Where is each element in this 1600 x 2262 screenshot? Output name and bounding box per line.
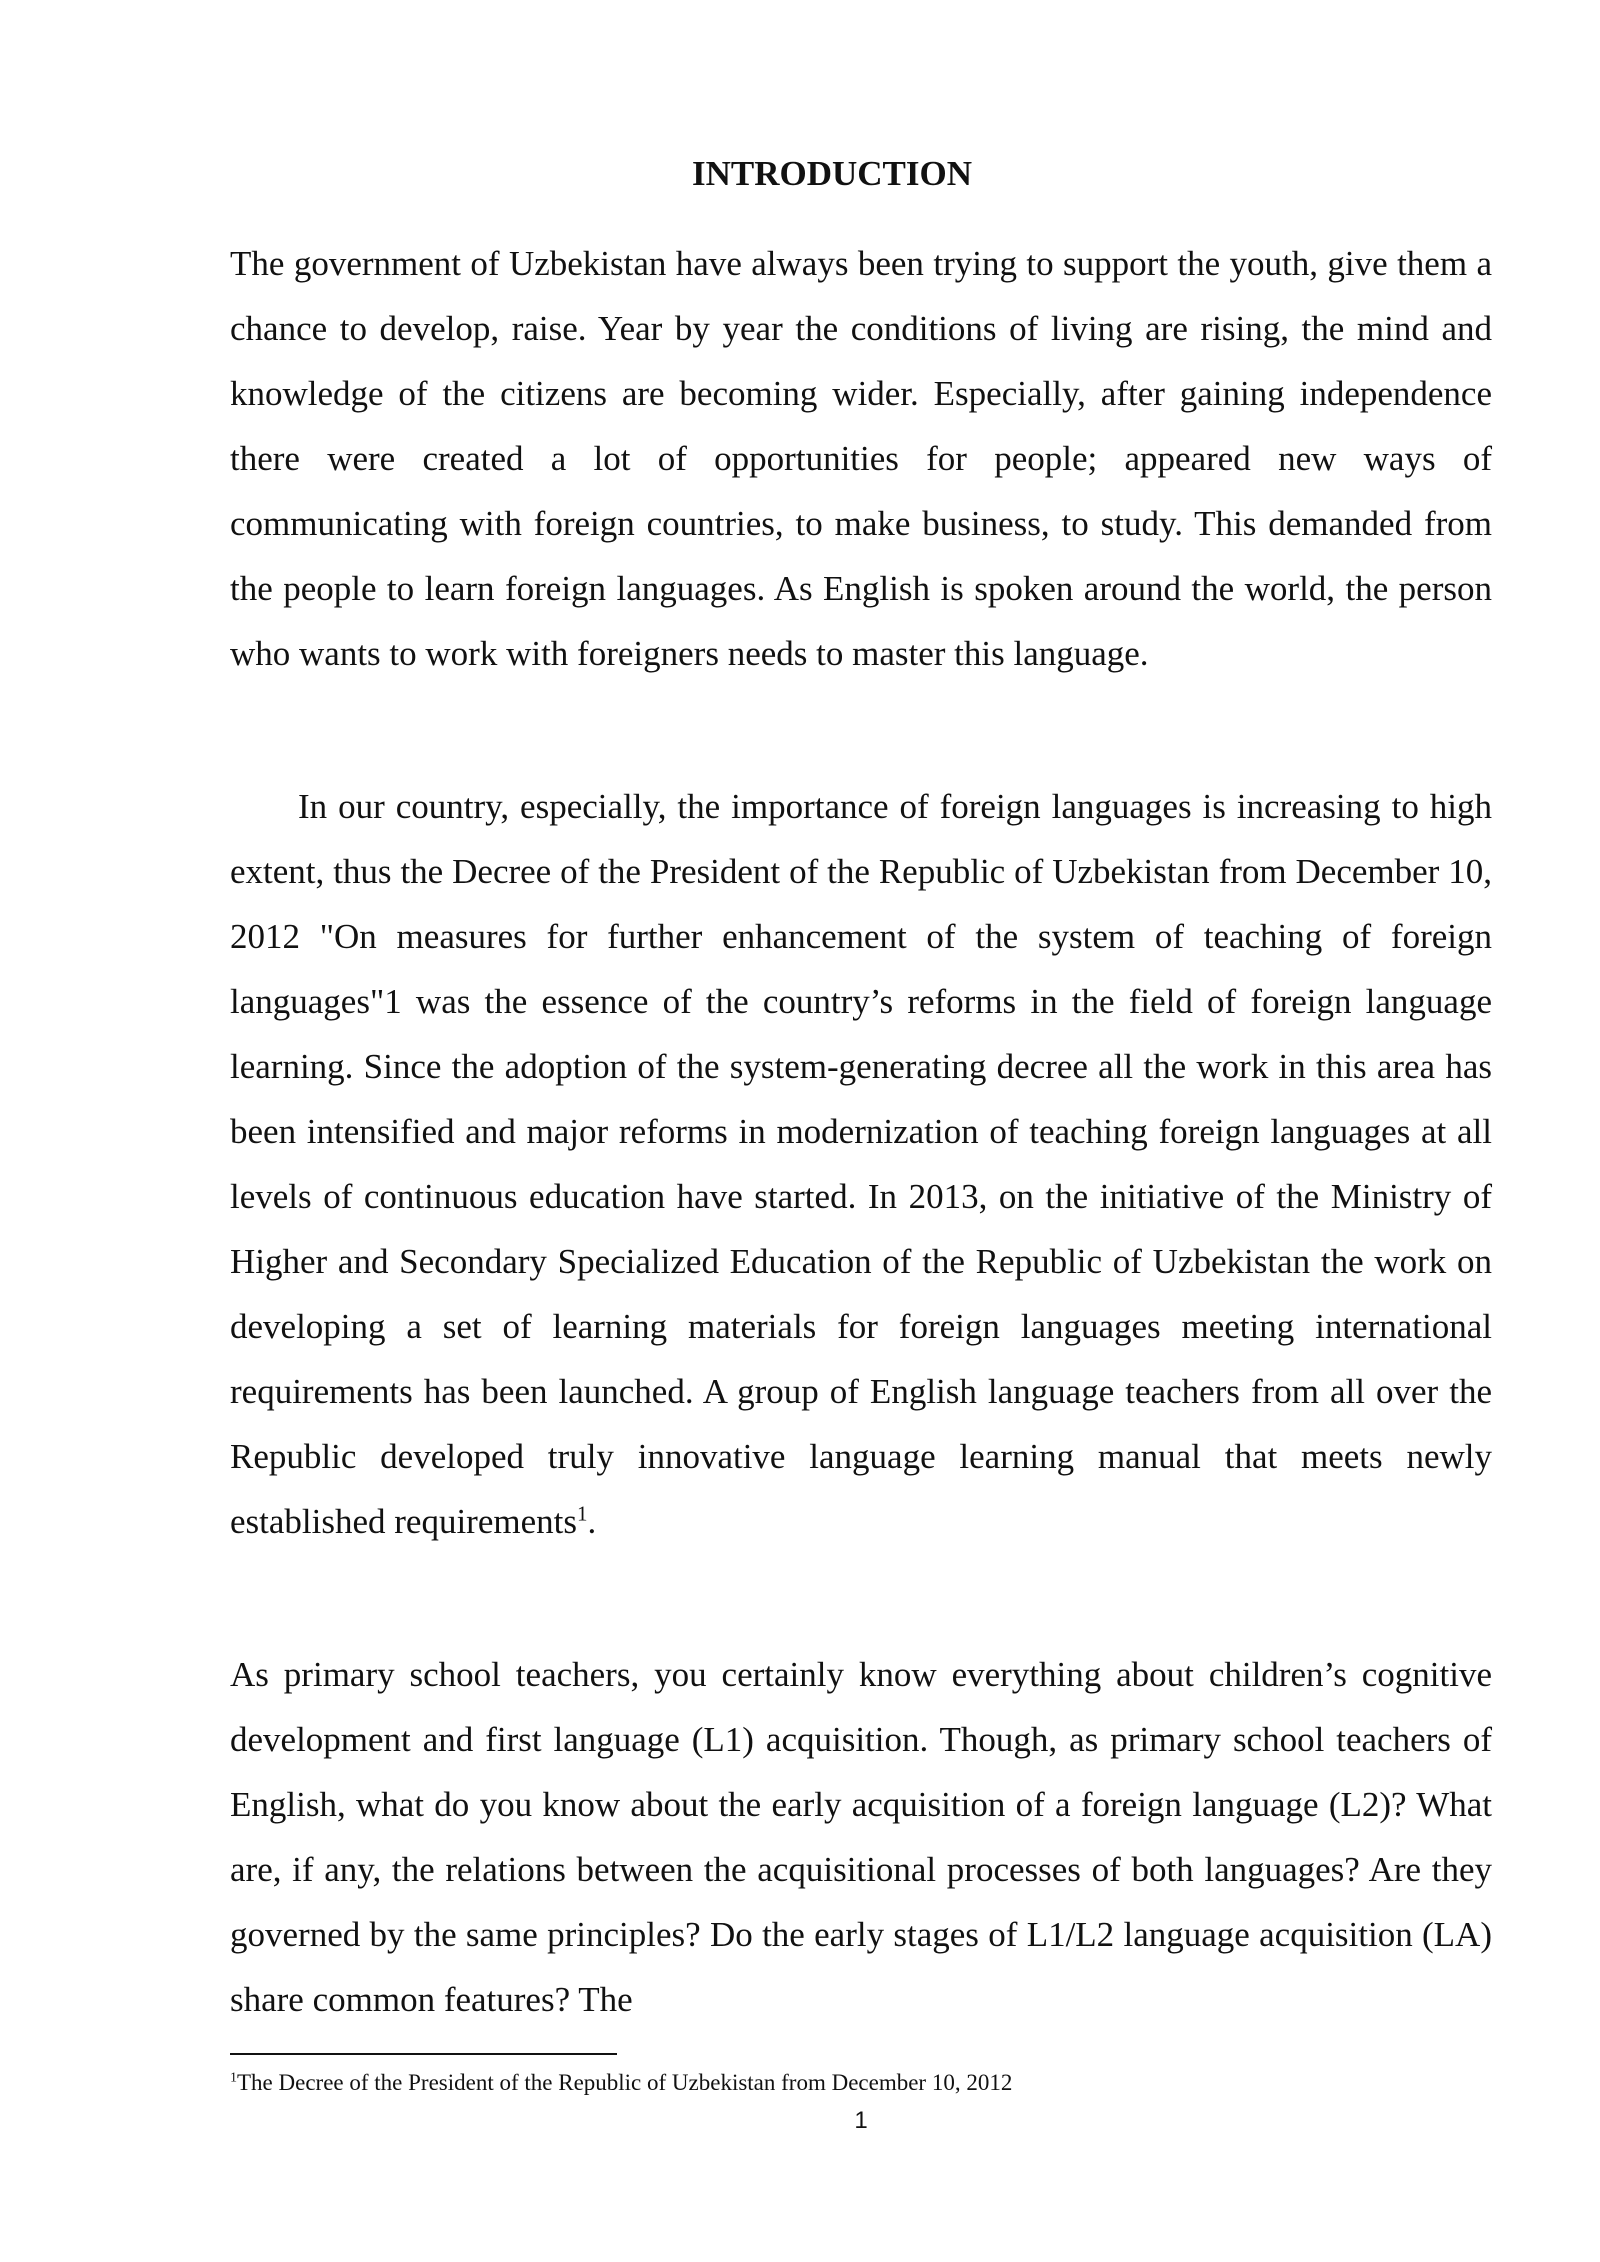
footnote-separator bbox=[230, 2053, 617, 2055]
paragraph-3: As primary school teachers, you certainly know everything about children’s cognitive development and first language (L1) acquisition. Though, as primary school teachers of English, what do you know about the early acquisition of a foreign language (L2)? What are, if any, the relations between the acquisitional processes of both languages? Are they governed by the same principles? Do the early stages of L1/L2 language acquisition (LA) share common features? The bbox=[230, 1655, 1492, 2019]
page-title: INTRODUCTION bbox=[691, 154, 973, 193]
paragraph-1: The government of Uzbekistan have always been trying to support the youth, give them a chance to develop, raise. Year by year the conditions of living are rising, the mind and knowledge of the citizens are becoming wider. Especially, after gaining independence there were created a lot of opportunities for people; appeared new ways of communicating with foreign countries, to make business, to study. This demanded from the people to learn foreign languages. As English is spoken around the world, the person who wants to work with foreigners needs to master this language. bbox=[230, 244, 1492, 673]
footnote-reference: 1 bbox=[576, 1501, 588, 1526]
paragraph-2 bbox=[230, 774, 1492, 1554]
footnote bbox=[230, 2068, 1492, 2098]
page-number: 1 bbox=[854, 2107, 868, 2134]
paragraph-2-text: In our country, especially, the importance of foreign languages is increasing to high extent, thus the Decree of the President of the Republic of Uzbekistan from December 10, 2012 "On measures for further enhancement of the system of teaching of foreign languages"1 was the essence of the country’s reforms in the field of foreign language learning. Since the adoption of the system-generating decree all the work in this area has been intensified and major reforms in modernization of teaching foreign languages at all levels of continuous education have started. In 2013, on the initiative of the Ministry of Higher and Secondary Specialized Education of the Republic of Uzbekistan the work on developing a set of learning materials for foreign languages meeting international requirements has been launched. A group of English language teachers from all over the Republic developed truly innovative language learning manual that meets newly established requirements bbox=[230, 787, 1492, 1541]
footnote-marker: 1 bbox=[230, 2070, 237, 2086]
paragraph-2-end: . bbox=[587, 1502, 597, 1541]
footnote-text: The Decree of the President of the Republic of Uzbekistan from December 10, 2012 bbox=[237, 2070, 1013, 2095]
